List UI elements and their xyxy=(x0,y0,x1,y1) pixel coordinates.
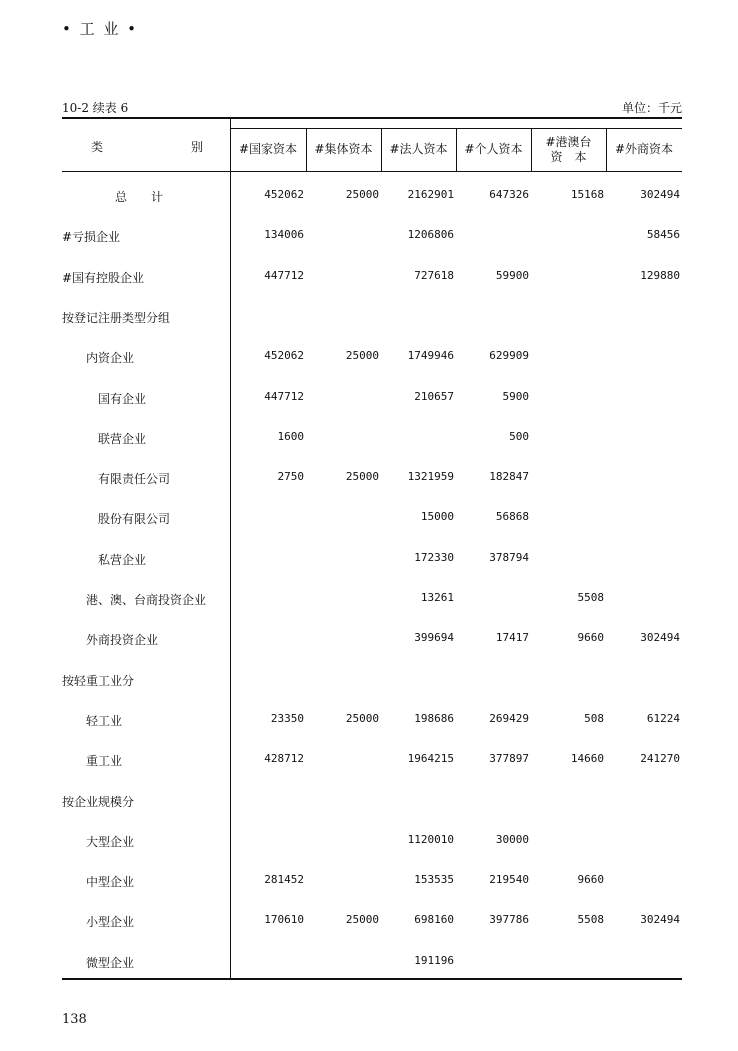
row-label: 总 计 xyxy=(115,190,164,204)
table-cell: 59900 xyxy=(495,268,529,282)
table-cell: 500 xyxy=(509,429,529,443)
row-label: 私营企业 xyxy=(98,552,147,567)
table-row xyxy=(62,551,682,571)
row-label: 轻工业 xyxy=(86,713,123,728)
table-id: 10-2 续表 6 xyxy=(62,101,129,115)
table-cell: 302494 xyxy=(640,913,680,927)
row-label: 外商投资企业 xyxy=(86,633,159,648)
table-row xyxy=(62,712,682,732)
table-row xyxy=(62,591,682,611)
table-row xyxy=(62,913,682,933)
table-cell: 170610 xyxy=(264,913,304,927)
table-row xyxy=(62,833,682,853)
table-cell: 172330 xyxy=(414,550,454,564)
table-row xyxy=(62,793,682,813)
table-cell: 14660 xyxy=(570,752,604,766)
row-label: 联营企业 xyxy=(98,431,147,446)
column-header: #法人资本 xyxy=(389,142,448,156)
table-cell: 2750 xyxy=(277,470,304,484)
row-label: 有限责任公司 xyxy=(98,472,171,487)
table-row xyxy=(62,269,682,289)
table-cell: 58456 xyxy=(646,228,680,242)
table-cell: 241270 xyxy=(640,752,680,766)
table-cell: 1749946 xyxy=(407,349,454,363)
table-cell: 23350 xyxy=(270,711,304,725)
table-cell: 219540 xyxy=(489,873,529,887)
column-separator xyxy=(531,128,532,171)
table-cell: 25000 xyxy=(345,470,379,484)
table-row xyxy=(62,470,682,490)
row-label: 重工业 xyxy=(86,754,123,769)
row-label: 内资企业 xyxy=(86,351,135,366)
row-label: 按企业规模分 xyxy=(62,794,135,809)
column-header: #个人资本 xyxy=(464,142,523,156)
section-header: • 工 业 • xyxy=(62,20,138,38)
table-row xyxy=(62,430,682,450)
row-label: 大型企业 xyxy=(86,834,135,849)
table-cell: 508 xyxy=(584,711,604,725)
table-cell: 25000 xyxy=(345,913,379,927)
unit-label: 单位：千元 xyxy=(621,101,682,115)
table-cell: 25000 xyxy=(345,349,379,363)
table-row xyxy=(62,228,682,248)
table-top-rule xyxy=(62,117,682,119)
table-cell: 629909 xyxy=(489,349,529,363)
row-label: 小型企业 xyxy=(86,915,135,930)
table-cell: 210657 xyxy=(414,389,454,403)
column-header: #外商资本 xyxy=(614,142,674,156)
table-cell: 1206806 xyxy=(407,228,454,242)
table-cell: 9660 xyxy=(577,873,604,887)
table-row xyxy=(62,873,682,893)
table-cell: 302494 xyxy=(640,631,680,645)
table-cell: 447712 xyxy=(264,268,304,282)
table-cell: 15168 xyxy=(570,188,604,201)
page-number: 138 xyxy=(62,1012,87,1027)
row-label: 股份有限公司 xyxy=(98,512,171,527)
table-cell: 452062 xyxy=(264,349,304,363)
row-label: 国有企业 xyxy=(98,391,147,406)
table-cell: 134006 xyxy=(264,228,304,242)
row-label: 微型企业 xyxy=(86,955,135,970)
table-row xyxy=(62,510,682,530)
table-cell: 1964215 xyxy=(407,752,454,766)
column-separator xyxy=(381,128,382,171)
table-cell: 56868 xyxy=(495,510,529,524)
table-cell: 447712 xyxy=(264,389,304,403)
table-bottom-rule xyxy=(62,978,682,980)
table-cell: 302494 xyxy=(640,188,680,201)
table-row xyxy=(62,309,682,329)
table-row xyxy=(62,349,682,369)
table-cell: 15000 xyxy=(420,510,454,524)
table-row xyxy=(62,954,682,974)
table-cell: 17417 xyxy=(495,631,529,645)
table-cell: 9660 xyxy=(577,631,604,645)
table-cell: 25000 xyxy=(345,188,379,201)
table-cell: 182847 xyxy=(489,470,529,484)
table-cell: 5900 xyxy=(502,389,529,403)
table-cell: 2162901 xyxy=(407,188,454,201)
table-row xyxy=(62,188,682,208)
column-separator xyxy=(456,128,457,171)
column-header: #港澳台 资 本 xyxy=(545,134,592,164)
table-cell: 378794 xyxy=(489,550,529,564)
row-label: 港、澳、台商投资企业 xyxy=(86,593,207,607)
table-cell: 30000 xyxy=(495,832,529,846)
row-label: #亏损企业 xyxy=(62,230,121,245)
table-cell: 198686 xyxy=(414,711,454,725)
table-cell: 13261 xyxy=(420,591,454,604)
column-header: #集体资本 xyxy=(314,142,373,156)
table-cell: 129880 xyxy=(640,268,680,282)
table-cell: 5508 xyxy=(577,591,604,604)
table-cell: 281452 xyxy=(264,873,304,887)
row-label: 中型企业 xyxy=(86,875,135,890)
stub-header-right: 别 xyxy=(191,140,204,154)
table-row xyxy=(62,390,682,410)
column-separator xyxy=(606,128,607,171)
table-cell: 647326 xyxy=(489,188,529,201)
table-cell: 153535 xyxy=(414,873,454,887)
column-header: #国家资本 xyxy=(238,142,298,156)
table-cell: 191196 xyxy=(414,953,454,967)
table-cell: 1120010 xyxy=(407,832,454,846)
table-row xyxy=(62,631,682,651)
table-cell: 452062 xyxy=(264,188,304,201)
row-label: 按登记注册类型分组 xyxy=(62,310,171,325)
table-row xyxy=(62,672,682,692)
header-bottom-rule xyxy=(62,171,682,172)
stub-header-left: 类 xyxy=(91,140,104,154)
table-cell: 397786 xyxy=(489,913,529,927)
table-cell: 61224 xyxy=(646,711,680,725)
table-cell: 25000 xyxy=(345,711,379,725)
column-separator xyxy=(306,128,307,171)
table-cell: 428712 xyxy=(264,752,304,766)
table-cell: 698160 xyxy=(414,913,454,927)
table-cell: 5508 xyxy=(577,913,604,927)
table-cell: 399694 xyxy=(414,631,454,645)
table-cell: 1321959 xyxy=(407,470,454,484)
table-cell: 1600 xyxy=(277,429,304,443)
table-cell: 727618 xyxy=(414,268,454,282)
table-cell: 269429 xyxy=(489,711,529,725)
table-row xyxy=(62,752,682,772)
table-cell: 377897 xyxy=(489,752,529,766)
row-label: #国有控股企业 xyxy=(62,270,145,285)
row-label: 按轻重工业分 xyxy=(62,673,135,688)
